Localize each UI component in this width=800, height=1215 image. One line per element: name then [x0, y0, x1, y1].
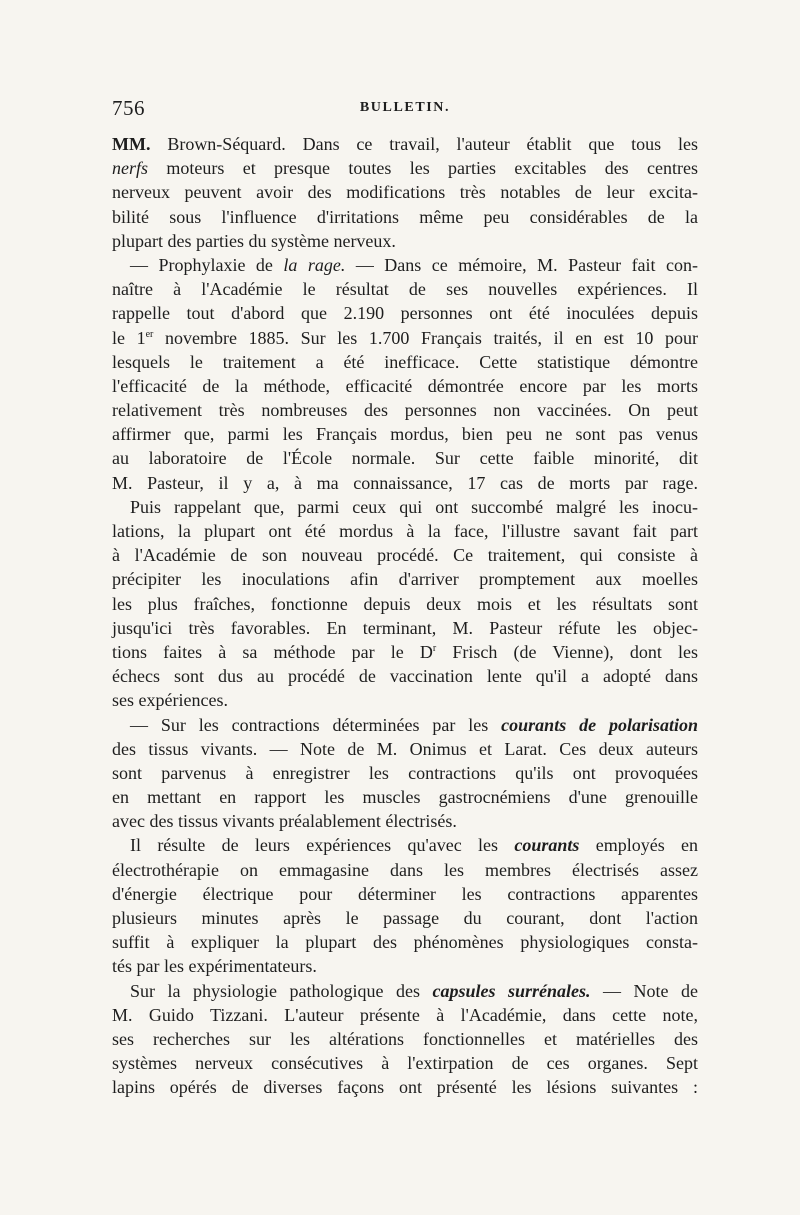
text-run: — Note de	[603, 980, 699, 1001]
text-line: au laboratoire de l'École normale. Sur cette faible minorité, dit	[112, 448, 698, 469]
text-line: en mettant en rapport les muscles gastrocnémiens d'une grenouille	[112, 787, 698, 808]
text-line	[112, 132, 698, 156]
text-run: le 1	[112, 327, 146, 348]
text-line	[112, 156, 698, 180]
text-line: à l'Académie de son nouveau procédé. Ce traitement, qui consiste à	[112, 545, 698, 566]
text-line: M. Guido Tizzani. L'auteur présente à l'Académie, dans cette note,	[112, 1004, 698, 1025]
text-line	[112, 979, 698, 1003]
text-line: tés par les expérimentateurs.	[112, 956, 317, 977]
italic-term: courants de polarisation	[501, 714, 698, 735]
text-run: — Dans ce mémoire, M. Pasteur fait con-	[355, 254, 699, 275]
text-run: novembre 1885. Sur les 1.700 Français traités, il en est 10 pour	[164, 327, 698, 348]
text-line: naître à l'Académie le résultat de ses nouvelles expériences. Il	[112, 279, 698, 300]
italic-term: nerfs	[112, 158, 148, 179]
text-line: nerveux peuvent avoir des modifications très notables de leur excita-	[112, 182, 698, 203]
text-line: l'efficacité de la méthode, efficacité démontrée encore par les morts	[112, 375, 698, 396]
text-line: lations, la plupart ont été mordus à la face, l'illustre savant fait part	[112, 521, 698, 541]
text-line: jusqu'ici très favorables. En terminant, M. Pasteur réfute les objec-	[112, 617, 698, 638]
text-line: lapins opérés de diverses façons ont présenté les lésions suivantes :	[112, 1077, 698, 1098]
text-line: électrothérapie on emmagasine dans les membres électrisés assez	[112, 859, 698, 880]
text-run: moteurs et presque toutes les parties excitables des centres	[166, 158, 699, 179]
superscript: er	[145, 328, 154, 340]
text-line	[112, 713, 698, 737]
text-line: échecs sont dus au procédé de vaccination lente qu'il a adopté dans	[112, 666, 698, 687]
paragraph-brown-sequard	[112, 132, 698, 253]
text-line: ses recherches sur les altérations fonctionnelles et matérielles des	[112, 1028, 698, 1049]
text-run: — Prophylaxie de	[130, 254, 273, 275]
text-line: avec des tissus vivants préalablement électrisés.	[112, 811, 457, 832]
text-line: relativement très nombreuses des personnes non vaccinées. On peut	[112, 400, 698, 421]
text-run: Il résulte de leurs expériences qu'avec les	[130, 835, 499, 856]
text-line: précipiter les inoculations afin d'arriver promptement aux moelles	[112, 569, 698, 590]
text-line: d'énergie électrique pour déterminer les contractions apparentes	[112, 883, 698, 904]
italic-term: capsules surrénales.	[432, 980, 591, 1001]
superscript: r	[432, 642, 437, 654]
paragraph-courants-polarisation	[112, 713, 698, 834]
paragraph-prophylaxie-rage	[112, 253, 698, 495]
paragraph-resultats	[112, 833, 698, 978]
text-line: affirmer que, parmi les Français mordus, bien peu ne sont pas venus	[112, 424, 698, 445]
text-line: M. Pasteur, il y a, à ma connaissance, 17 cas de morts par rage.	[112, 472, 698, 493]
text-line: bilité sous l'influence d'irritations même peu considérables de la	[112, 206, 698, 227]
text-run: — Sur les contractions déterminées par les	[130, 714, 489, 735]
text-line	[112, 253, 698, 277]
text-line: lesquels le traitement a été inefficace. Cette statistique démontre	[112, 351, 698, 372]
text-line: systèmes nerveux consécutives à l'extirpation de ces organes. Sept	[112, 1053, 698, 1074]
text-line: plupart des parties du système nerveux.	[112, 230, 396, 251]
text-run: MM.	[112, 134, 151, 154]
text-run: employés en	[595, 835, 699, 856]
text-line	[112, 833, 698, 857]
text-run: tions faites à sa méthode par le D	[112, 641, 433, 662]
text-line: sont parvenus à enregistrer les contractions qu'ils ont provoquées	[112, 762, 698, 783]
text-line: ses expériences.	[112, 690, 228, 711]
text-line: les plus fraîches, fonctionne depuis deux mois et les résultats sont	[112, 593, 698, 614]
article-body	[112, 132, 698, 1100]
text-line: Puis rappelant que, parmi ceux qui ont succombé malgré les inocu-	[130, 496, 698, 517]
text-line	[112, 640, 698, 664]
italic-term: courants	[514, 835, 580, 856]
text-run: Sur la physiologie pathologique des	[130, 980, 420, 1001]
running-title: BULLETIN.	[359, 100, 451, 115]
text-run: Brown-Séquard. Dans ce travail, l'auteur établit que tous les	[167, 134, 698, 154]
text-line: rappelle tout d'abord que 2.190 personnes ont été inoculées depuis	[112, 303, 698, 324]
text-line: des tissus vivants. — Note de M. Onimus et Larat. Ces deux auteurs	[112, 738, 698, 759]
paragraph-inoculations	[112, 495, 698, 713]
text-line	[112, 326, 698, 350]
text-run: Frisch (de Vienne), dont les	[452, 641, 698, 662]
paragraph-capsules-surrenales	[112, 979, 698, 1100]
page-number: 756	[112, 96, 145, 120]
text-line: suffit à expliquer la plupart des phénomènes physiologiques consta-	[112, 932, 698, 953]
page-header	[112, 96, 698, 124]
text-line: plusieurs minutes après le passage du courant, dont l'action	[112, 908, 698, 928]
italic-term: la rage.	[283, 254, 346, 275]
